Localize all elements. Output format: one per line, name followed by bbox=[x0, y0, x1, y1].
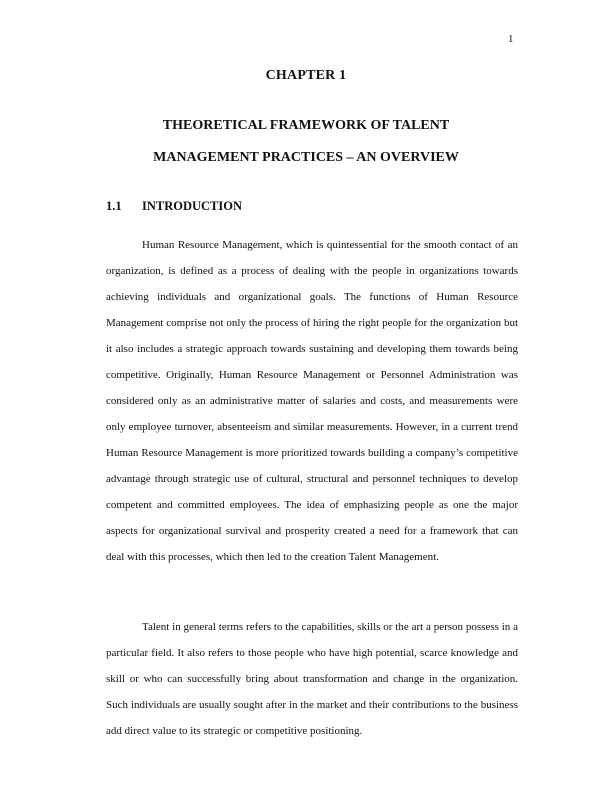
section-number: 1.1 bbox=[106, 199, 122, 213]
chapter-title-line-2: MANAGEMENT PRACTICES – AN OVERVIEW bbox=[153, 150, 459, 165]
page-number: 1 bbox=[508, 33, 514, 45]
section-heading bbox=[106, 199, 242, 214]
chapter-heading: CHAPTER 1 bbox=[265, 68, 347, 83]
chapter-title-line-1: THEORETICAL FRAMEWORK OF TALENT bbox=[162, 118, 450, 133]
body-paragraph-2: Talent in general terms refers to the capabilities, skills or the art a person possess in a particular field. It also refers to those people who have high potential, scarce knowledge and skill or who can successfully bring about transformation and change in the organization. Such individuals are usually sought after in the market and their contributions to the business add direct value to its strategic or competitive positioning. bbox=[106, 621, 518, 737]
body-paragraph-1: Human Resource Management, which is quintessential for the smooth contact of an organization, is defined as a process of dealing with the people in organizations towards achieving individuals and organizational goals. The functions of Human Resource Management comprise not only the process of hiring the right people for the organization but it also includes a strategic approach towards sustaining and developing them towards being competitive. Originally, Human Resource Management or Personnel Administration was considered only as an administrative matter of salaries and costs, and measurements were only employee turnover, absenteeism and similar measurements. However, in a current trend Human Resource Management is more prioritized towards building a company’s competitive advantage through strategic use of cultural, structural and personnel techniques to develop competent and committed employees. The idea of emphasizing people as one the major aspects for organizational survival and prosperity created a need for a framework that can deal with this processes, which then led to the creation Talent Management. bbox=[106, 239, 518, 563]
section-title: INTRODUCTION bbox=[142, 199, 243, 213]
